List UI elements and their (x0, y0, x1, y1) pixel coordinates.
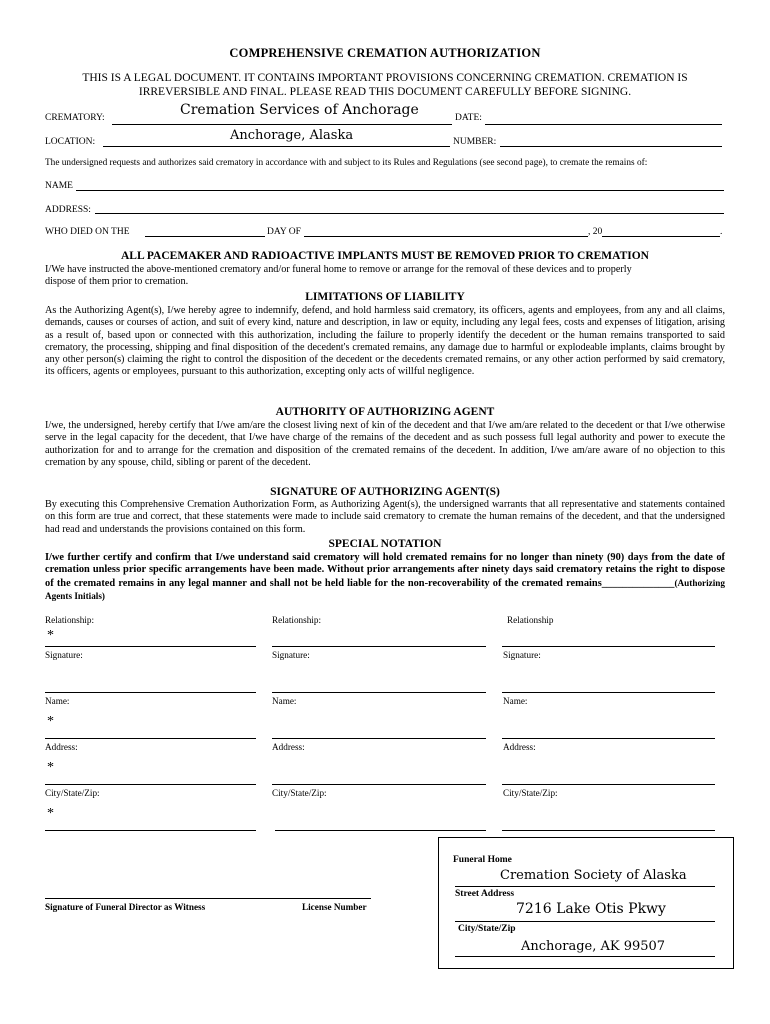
end-period: . (720, 227, 723, 237)
agent2-signature-label: Signature: (272, 650, 310, 660)
initials-label: (Authorizing Agents Initials) (45, 577, 725, 602)
location-label: LOCATION: (45, 137, 96, 147)
funeral-home-value[interactable]: Cremation Society of Alaska (500, 868, 687, 883)
required-marker: * (47, 760, 54, 775)
notice-line-2: IRREVERSIBLE AND FINAL. PLEASE READ THIS DOCUMENT CAREFULLY BEFORE SIGNING. (138, 86, 632, 98)
authority-heading: AUTHORITY OF AUTHORIZING AGENT (275, 406, 495, 418)
agent2-address-field[interactable] (272, 784, 486, 785)
pacemaker-text (45, 264, 725, 289)
agent2-city-label: City/State/Zip: (272, 788, 327, 798)
request-text: The undersigned requests and authorizes said crematory in accordance with and subject to its Rules and Regulations (see second page), to cremate the remains of: (45, 158, 648, 168)
agent2-name-label: Name: (272, 696, 297, 706)
date-field[interactable] (485, 124, 722, 125)
agent3-relationship-field[interactable] (502, 646, 715, 647)
crematory-label: CREMATORY: (45, 113, 105, 123)
funeral-home-line (455, 886, 715, 887)
agent1-city-label: City/State/Zip: (45, 788, 100, 798)
street-address-line (455, 921, 715, 922)
pacemaker-heading: ALL PACEMAKER AND RADIOACTIVE IMPLANTS MUST BE REMOVED PRIOR TO CREMATION (121, 250, 649, 262)
date-label: DATE: (455, 113, 482, 123)
crematory-value[interactable]: Cremation Services of Anchorage (180, 102, 419, 118)
location-line (103, 146, 450, 147)
number-label: NUMBER: (453, 137, 497, 147)
agent3-relationship-label: Relationship (507, 615, 554, 625)
agent3-address-field[interactable] (502, 784, 715, 785)
pacemaker-line-2: dispose of them prior to cremation. (45, 276, 189, 288)
agent3-city-field[interactable] (502, 830, 715, 831)
special-text (45, 552, 725, 604)
agent1-name-field[interactable] (45, 738, 256, 739)
witness-signature-field[interactable] (45, 898, 371, 899)
notice-line-1: THIS IS A LEGAL DOCUMENT. IT CONTAINS IMPORTANT PROVISIONS CONCERNING CREMATION. CREMATION IS (82, 72, 688, 84)
agent3-name-label: Name: (503, 696, 528, 706)
who-died-label: WHO DIED ON THE (45, 227, 130, 237)
agent2-address-label: Address: (272, 742, 305, 752)
number-field[interactable] (500, 146, 722, 147)
agent1-relationship-label: Relationship: (45, 615, 94, 625)
agent1-relationship-field[interactable] (45, 646, 256, 647)
funeral-home-label: Funeral Home (453, 855, 512, 865)
agent2-signature-field[interactable] (272, 692, 486, 693)
authority-text: I/we, the undersigned, hereby certify that I/we am/are the closest living next of kin of the decedent and that I/we am/are related to the decedent or that I/we otherwise serve in the legal capacity for the decedent, that I/we have charge of the remains of the decedent and as such possess full legal authority and power to execute the authorization for and to arrange for the cremation and disposition of the cremated remains of the decedent. In addition, I/we am/are aware of no objection to this cremation by any spouse, child, sibling or parent of the decedent. (45, 420, 725, 468)
required-marker: * (47, 628, 54, 643)
agent3-signature-field[interactable] (502, 692, 715, 693)
agent1-name-label: Name: (45, 696, 70, 706)
year-label: , 20 (588, 227, 603, 237)
liability-heading: LIMITATIONS OF LIABILITY (305, 291, 465, 303)
agent2-relationship-field[interactable] (272, 646, 486, 647)
agent2-relationship-label: Relationship: (272, 615, 321, 625)
location-value[interactable]: Anchorage, Alaska (230, 128, 354, 143)
agent3-city-label: City/State/Zip: (503, 788, 558, 798)
agent2-name-field[interactable] (272, 738, 486, 739)
agent1-city-field[interactable] (45, 830, 256, 831)
day-of-label: DAY OF (267, 227, 301, 237)
required-marker: * (47, 806, 54, 821)
signature-text: By executing this Comprehensive Cremation Authorization Form, as Authorizing Agent(s), the undersigned warrants that all representative and statements contained on this form are true and correct, that these statements were made to include said crematory to cremate the human remains of the decedent, and that the undersigned had read and understands the provisions contained on this form. (45, 499, 725, 535)
name-label: NAME (45, 181, 73, 191)
agent3-address-label: Address: (503, 742, 536, 752)
death-day-field[interactable] (145, 236, 265, 237)
agent2-city-field[interactable] (275, 830, 486, 831)
special-body: I/we further certify and confirm that I/we understand said crematory will hold cremated remains for no longer than ninety (90) days from the date of cremation unless prior specific arrangements have been made. Without prior arrangements after ninety days said crematory retains the right to dispose of the cremated remains in any legal manner and shall not be held liable for the non-recoverability of the cremated remains (45, 552, 725, 589)
crematory-line (112, 124, 452, 125)
death-month-field[interactable] (304, 236, 588, 237)
decedent-name-field[interactable] (76, 190, 724, 191)
witness-signature-label: Signature of Funeral Director as Witness (45, 902, 206, 912)
decedent-address-field[interactable] (95, 213, 724, 214)
pacemaker-line-1: I/We have instructed the above-mentioned crematory and/or funeral home to remove or arrange for the removal of these devices and to properly (45, 264, 632, 275)
agent1-address-label: Address: (45, 742, 78, 752)
required-marker: * (47, 714, 54, 729)
death-year-field[interactable] (602, 236, 720, 237)
initials-blank[interactable]: ______________ (601, 577, 675, 589)
agent1-signature-label: Signature: (45, 650, 83, 660)
city-state-zip-value[interactable]: Anchorage, AK 99507 (521, 939, 666, 954)
address-label: ADDRESS: (45, 205, 91, 215)
city-state-zip-line (455, 956, 715, 957)
special-heading: SPECIAL NOTATION (328, 538, 442, 550)
agent1-signature-field[interactable] (45, 692, 256, 693)
agent1-address-field[interactable] (45, 784, 256, 785)
agent3-name-field[interactable] (502, 738, 715, 739)
liability-text: As the Authorizing Agent(s), I/we hereby agree to indemnify, defend, and hold harmless said crematory, its officers, agents and employees, from any and all claims, demands, causes or courses of action, and suit of every kind, nature and description, in law or equity, including any legal fees, costs and expenses of litigation, arising as a result of, based upon or connected with this authorization, including the failure to properly identify the decedent or the human remains transported to said crematory, the processing, shipping and final disposition of the decedent's cremated remains, any damage due to harmful or explodeable implants, claims brought by any other person(s) claiming the right to control the disposition of the decedent or the decedents cremated remains, or any other action performed by said crematory, its officers, agents or employees, pursuant to this authorization, excepting only acts of willful negligence. (45, 305, 725, 378)
street-address-label: Street Address (455, 889, 515, 899)
city-state-zip-label: City/State/Zip (458, 924, 516, 934)
license-number-label: License Number (302, 902, 367, 912)
legal-notice (40, 71, 730, 99)
document-title: COMPREHENSIVE CREMATION AUTHORIZATION (229, 46, 541, 60)
signature-heading: SIGNATURE OF AUTHORIZING AGENT(S) (270, 486, 500, 498)
agent3-signature-label: Signature: (503, 650, 541, 660)
street-address-value[interactable]: 7216 Lake Otis Pkwy (516, 901, 666, 917)
